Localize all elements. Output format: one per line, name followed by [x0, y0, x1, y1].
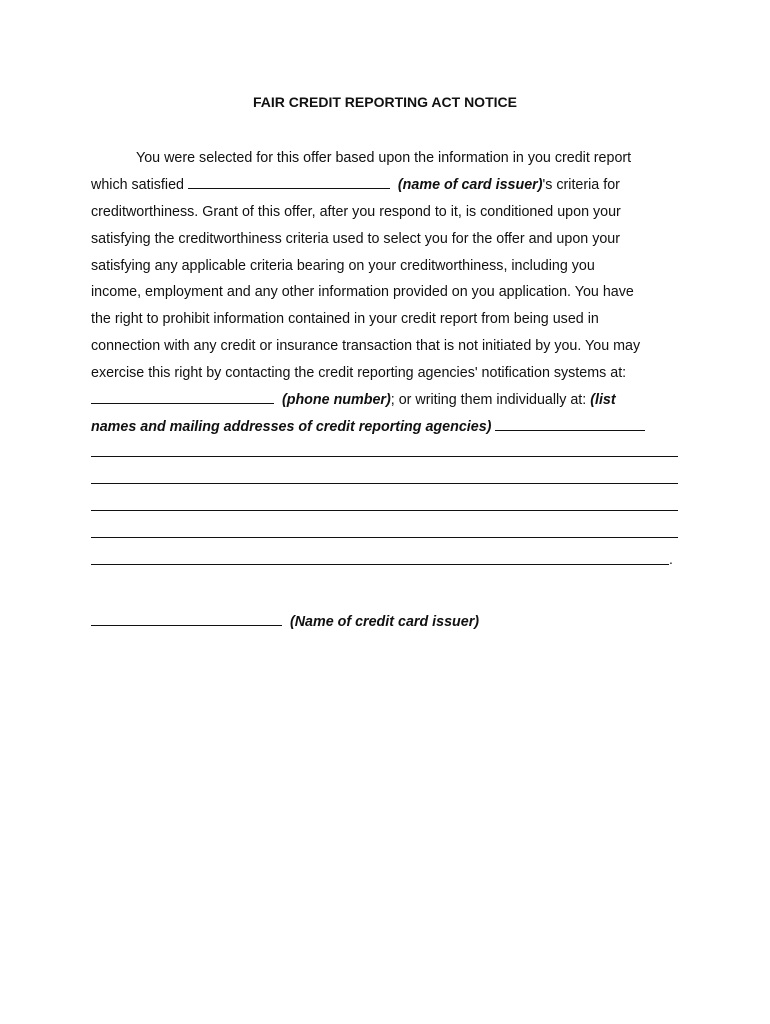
paragraph-line: satisfying the creditworthiness criteria used to select you for the offer and upon your: [91, 230, 621, 247]
paragraph-line: the right to prohibit information contained in your credit report from being used in: [91, 311, 599, 328]
trailing-period: .: [669, 551, 673, 567]
paragraph-line: connection with any credit or insurance transaction that is not initiated by you. You may: [91, 338, 641, 355]
phone-number-blank[interactable]: [91, 388, 274, 404]
agencies-blank[interactable]: [495, 415, 645, 431]
card-issuer-blank[interactable]: [188, 173, 390, 189]
paragraph-text: 's criteria for: [542, 176, 620, 193]
agencies-blank-line[interactable]: [91, 456, 678, 457]
paragraph-line: [91, 387, 691, 414]
agencies-blank-line[interactable]: [91, 537, 678, 538]
paragraph-line: You were selected for this offer based upon the information in you credit report: [136, 150, 632, 166]
agencies-blank-line[interactable]: [91, 510, 678, 511]
paragraph-line: income, employment and any other information provided on you application. You have: [91, 284, 634, 301]
signature-blank[interactable]: [91, 610, 282, 626]
document-title: FAIR CREDIT REPORTING ACT NOTICE: [253, 94, 517, 110]
paragraph-line: exercise this right by contacting the credit reporting agencies' notification systems at:: [91, 365, 627, 382]
paragraph-text: which satisfied: [91, 176, 188, 193]
paragraph-line: [91, 172, 691, 199]
agencies-blank-line[interactable]: [91, 564, 669, 565]
notice-paragraph: [91, 145, 691, 441]
paragraph-text: ; or writing them individually at:: [390, 392, 591, 409]
card-issuer-placeholder: (name of card issuer): [397, 176, 543, 193]
agencies-placeholder: names and mailing addresses of credit reporting agencies): [91, 418, 492, 435]
paragraph-line: satisfying any applicable criteria bearing on your creditworthiness, including you: [91, 257, 595, 274]
phone-number-placeholder: (phone number): [281, 392, 391, 409]
agencies-blank-line[interactable]: [91, 483, 678, 484]
paragraph-line: creditworthiness. Grant of this offer, after you respond to it, is conditioned upon your: [91, 203, 621, 220]
list-placeholder: (list: [590, 392, 616, 409]
signature-block: [91, 610, 479, 631]
paragraph-line: [91, 414, 691, 441]
signature-label: (Name of credit card issuer): [289, 614, 480, 630]
